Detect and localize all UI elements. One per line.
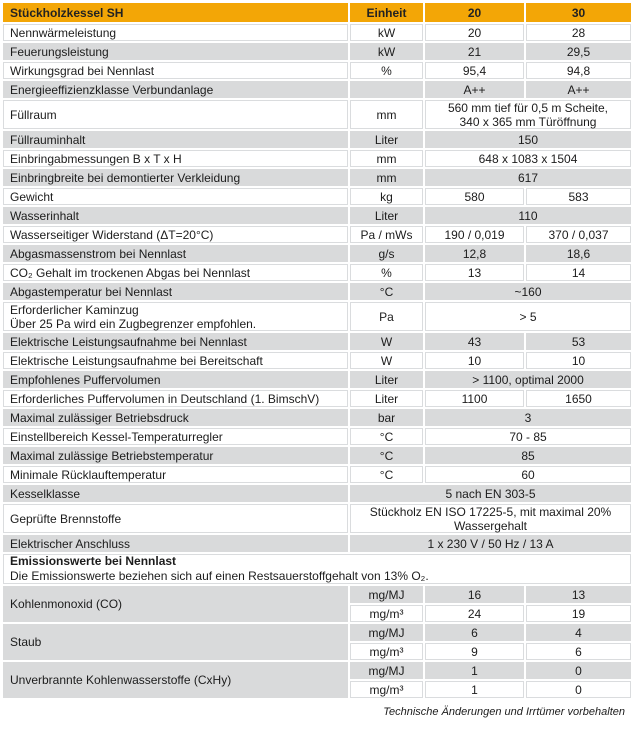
value-cell: 6 — [424, 623, 525, 642]
header-product-title: Stückholzkessel SH — [2, 2, 349, 23]
value-cell: 583 — [525, 187, 632, 206]
unit-cell: mm — [349, 168, 424, 187]
table-row — [2, 149, 632, 168]
unit-cell: mg/m³ — [349, 604, 424, 623]
table-row — [2, 187, 632, 206]
table-row — [2, 446, 632, 465]
value-cell: 10 — [525, 351, 632, 370]
unit-cell: bar — [349, 408, 424, 427]
value-cell: 370 / 0,037 — [525, 225, 632, 244]
value-cell: 0 — [525, 680, 632, 699]
value-cell: 9 — [424, 642, 525, 661]
table-row — [2, 206, 632, 225]
emission-label: Staub — [2, 623, 349, 661]
footnote: Technische Änderungen und Irrtümer vorbehalten — [383, 706, 625, 718]
unit-cell: W — [349, 332, 424, 351]
row-label: Geprüfte Brennstoffe — [2, 503, 349, 534]
table-row — [2, 244, 632, 263]
table-row — [2, 61, 632, 80]
value-cell-wide: 1 x 230 V / 50 Hz / 13 A — [349, 534, 632, 553]
unit-cell: °C — [349, 427, 424, 446]
table-row — [2, 408, 632, 427]
unit-cell: mg/MJ — [349, 661, 424, 680]
value-cell: 1 — [424, 661, 525, 680]
table-row — [2, 465, 632, 484]
table-row — [2, 332, 632, 351]
value-cell-span: 648 x 1083 x 1504 — [424, 149, 632, 168]
unit-cell: % — [349, 61, 424, 80]
emission-row — [2, 623, 632, 642]
table-row — [2, 534, 632, 553]
value-line-2: 340 x 365 mm Türöffnung — [459, 114, 597, 129]
table-row — [2, 80, 632, 99]
table-row — [2, 263, 632, 282]
row-label: Füllraum — [2, 99, 349, 130]
value-cell: 0 — [525, 661, 632, 680]
emissions-section-header-row — [2, 553, 632, 585]
label-line-1: Erforderlicher Kaminzug — [10, 302, 139, 317]
unit-cell: kW — [349, 23, 424, 42]
value-cell-span — [424, 99, 632, 130]
row-label: Wasserinhalt — [2, 206, 349, 225]
unit-cell: kg — [349, 187, 424, 206]
row-label: Empfohlenes Puffervolumen — [2, 370, 349, 389]
table-row — [2, 130, 632, 149]
unit-cell: °C — [349, 446, 424, 465]
unit-cell: Liter — [349, 389, 424, 408]
header-model-30: 30 — [525, 2, 632, 23]
emissions-section-title: Emissionswerte bei Nennlast — [10, 554, 177, 568]
value-cell: 95,4 — [424, 61, 525, 80]
row-label: Gewicht — [2, 187, 349, 206]
emission-label: Unverbrannte Kohlenwasserstoffe (CxHy) — [2, 661, 349, 699]
unit-cell: % — [349, 263, 424, 282]
header-model-20: 20 — [424, 2, 525, 23]
value-cell: 10 — [424, 351, 525, 370]
value-cell-wide — [349, 503, 632, 534]
unit-cell: mg/MJ — [349, 623, 424, 642]
value-cell: 1 — [424, 680, 525, 699]
value-cell: 43 — [424, 332, 525, 351]
unit-cell: mg/m³ — [349, 642, 424, 661]
row-label: Füllrauminhalt — [2, 130, 349, 149]
unit-cell: Pa / mWs — [349, 225, 424, 244]
unit-cell: Pa — [349, 301, 424, 332]
row-label: Elektrische Leistungsaufnahme bei Nennlast — [2, 332, 349, 351]
value-cell-span: 70 - 85 — [424, 427, 632, 446]
row-label: Abgasmassenstrom bei Nennlast — [2, 244, 349, 263]
header-unit-column: Einheit — [349, 2, 424, 23]
table-header-row — [2, 2, 632, 23]
value-cell: 29,5 — [525, 42, 632, 61]
value-cell: 18,6 — [525, 244, 632, 263]
table-row — [2, 42, 632, 61]
spec-table — [1, 1, 632, 700]
table-row — [2, 168, 632, 187]
table-row — [2, 503, 632, 534]
row-label: Einstellbereich Kessel-Temperaturregler — [2, 427, 349, 446]
value-cell: 1100 — [424, 389, 525, 408]
value-cell: 6 — [525, 642, 632, 661]
row-label: Erforderliches Puffervolumen in Deutschland (1. BimschV) — [2, 389, 349, 408]
table-row — [2, 23, 632, 42]
row-label: CO₂ Gehalt im trockenen Abgas bei Nennlast — [2, 263, 349, 282]
row-label: Feuerungsleistung — [2, 42, 349, 61]
value-cell: 53 — [525, 332, 632, 351]
value-cell: 20 — [424, 23, 525, 42]
unit-cell: °C — [349, 282, 424, 301]
value-cell-span: > 1100, optimal 2000 — [424, 370, 632, 389]
value-cell-wide: 5 nach EN 303-5 — [349, 484, 632, 503]
row-label: Nennwärmeleistung — [2, 23, 349, 42]
row-label: Energieeffizienzklasse Verbundanlage — [2, 80, 349, 99]
value-cell: 13 — [424, 263, 525, 282]
value-cell-span: 60 — [424, 465, 632, 484]
unit-cell: mm — [349, 149, 424, 168]
table-row — [2, 301, 632, 332]
value-cell: 24 — [424, 604, 525, 623]
row-label — [2, 301, 349, 332]
unit-cell: Liter — [349, 206, 424, 225]
table-row — [2, 99, 632, 130]
value-cell-span: 85 — [424, 446, 632, 465]
table-row — [2, 282, 632, 301]
unit-cell — [349, 80, 424, 99]
unit-cell: mg/MJ — [349, 585, 424, 604]
row-label: Maximal zulässiger Betriebsdruck — [2, 408, 349, 427]
value-cell: 12,8 — [424, 244, 525, 263]
table-row — [2, 351, 632, 370]
emission-label: Kohlenmonoxid (CO) — [2, 585, 349, 623]
value-line-2: Wassergehalt — [454, 518, 527, 533]
value-cell-span: 110 — [424, 206, 632, 225]
row-label: Elektrischer Anschluss — [2, 534, 349, 553]
row-label: Elektrische Leistungsaufnahme bei Bereitschaft — [2, 351, 349, 370]
unit-cell: Liter — [349, 370, 424, 389]
row-label: Einbringbreite bei demontierter Verkleidung — [2, 168, 349, 187]
table-row — [2, 225, 632, 244]
value-cell: 16 — [424, 585, 525, 604]
value-cell: A++ — [424, 80, 525, 99]
row-label: Wasserseitiger Widerstand (ΔT=20°C) — [2, 225, 349, 244]
value-cell-span: 3 — [424, 408, 632, 427]
value-cell: 14 — [525, 263, 632, 282]
table-row — [2, 484, 632, 503]
unit-cell: Liter — [349, 130, 424, 149]
label-line-2: Über 25 Pa wird ein Zugbegrenzer empfohlen. — [10, 316, 257, 331]
unit-cell: mm — [349, 99, 424, 130]
emission-row — [2, 661, 632, 680]
value-line-1: 560 mm tief für 0,5 m Scheite, — [447, 100, 609, 115]
table-row — [2, 427, 632, 446]
value-cell-span: 150 — [424, 130, 632, 149]
emission-row — [2, 585, 632, 604]
unit-cell: mg/m³ — [349, 680, 424, 699]
unit-cell: g/s — [349, 244, 424, 263]
emissions-section-subtitle: Die Emissionswerte beziehen sich auf einen Restsauerstoffgehalt von 13% O₂. — [10, 569, 429, 583]
value-cell: 580 — [424, 187, 525, 206]
row-label: Minimale Rücklauftemperatur — [2, 465, 349, 484]
emissions-section-header — [2, 553, 632, 585]
value-cell: 19 — [525, 604, 632, 623]
value-cell-span: 617 — [424, 168, 632, 187]
value-cell: 21 — [424, 42, 525, 61]
row-label: Abgastemperatur bei Nennlast — [2, 282, 349, 301]
row-label: Einbringabmessungen B x T x H — [2, 149, 349, 168]
value-cell: 1650 — [525, 389, 632, 408]
value-cell-span: > 5 — [424, 301, 632, 332]
unit-cell: °C — [349, 465, 424, 484]
row-label: Wirkungsgrad bei Nennlast — [2, 61, 349, 80]
value-cell: A++ — [525, 80, 632, 99]
row-label: Kesselklasse — [2, 484, 349, 503]
value-cell: 28 — [525, 23, 632, 42]
value-cell: 4 — [525, 623, 632, 642]
table-row — [2, 389, 632, 408]
table-row — [2, 370, 632, 389]
value-cell: 190 / 0,019 — [424, 225, 525, 244]
unit-cell: kW — [349, 42, 424, 61]
unit-cell: W — [349, 351, 424, 370]
value-line-1: Stückholz EN ISO 17225-5, mit maximal 20% — [369, 504, 612, 519]
value-cell-span: ~160 — [424, 282, 632, 301]
value-cell: 94,8 — [525, 61, 632, 80]
row-label: Maximal zulässige Betriebstemperatur — [2, 446, 349, 465]
value-cell: 13 — [525, 585, 632, 604]
